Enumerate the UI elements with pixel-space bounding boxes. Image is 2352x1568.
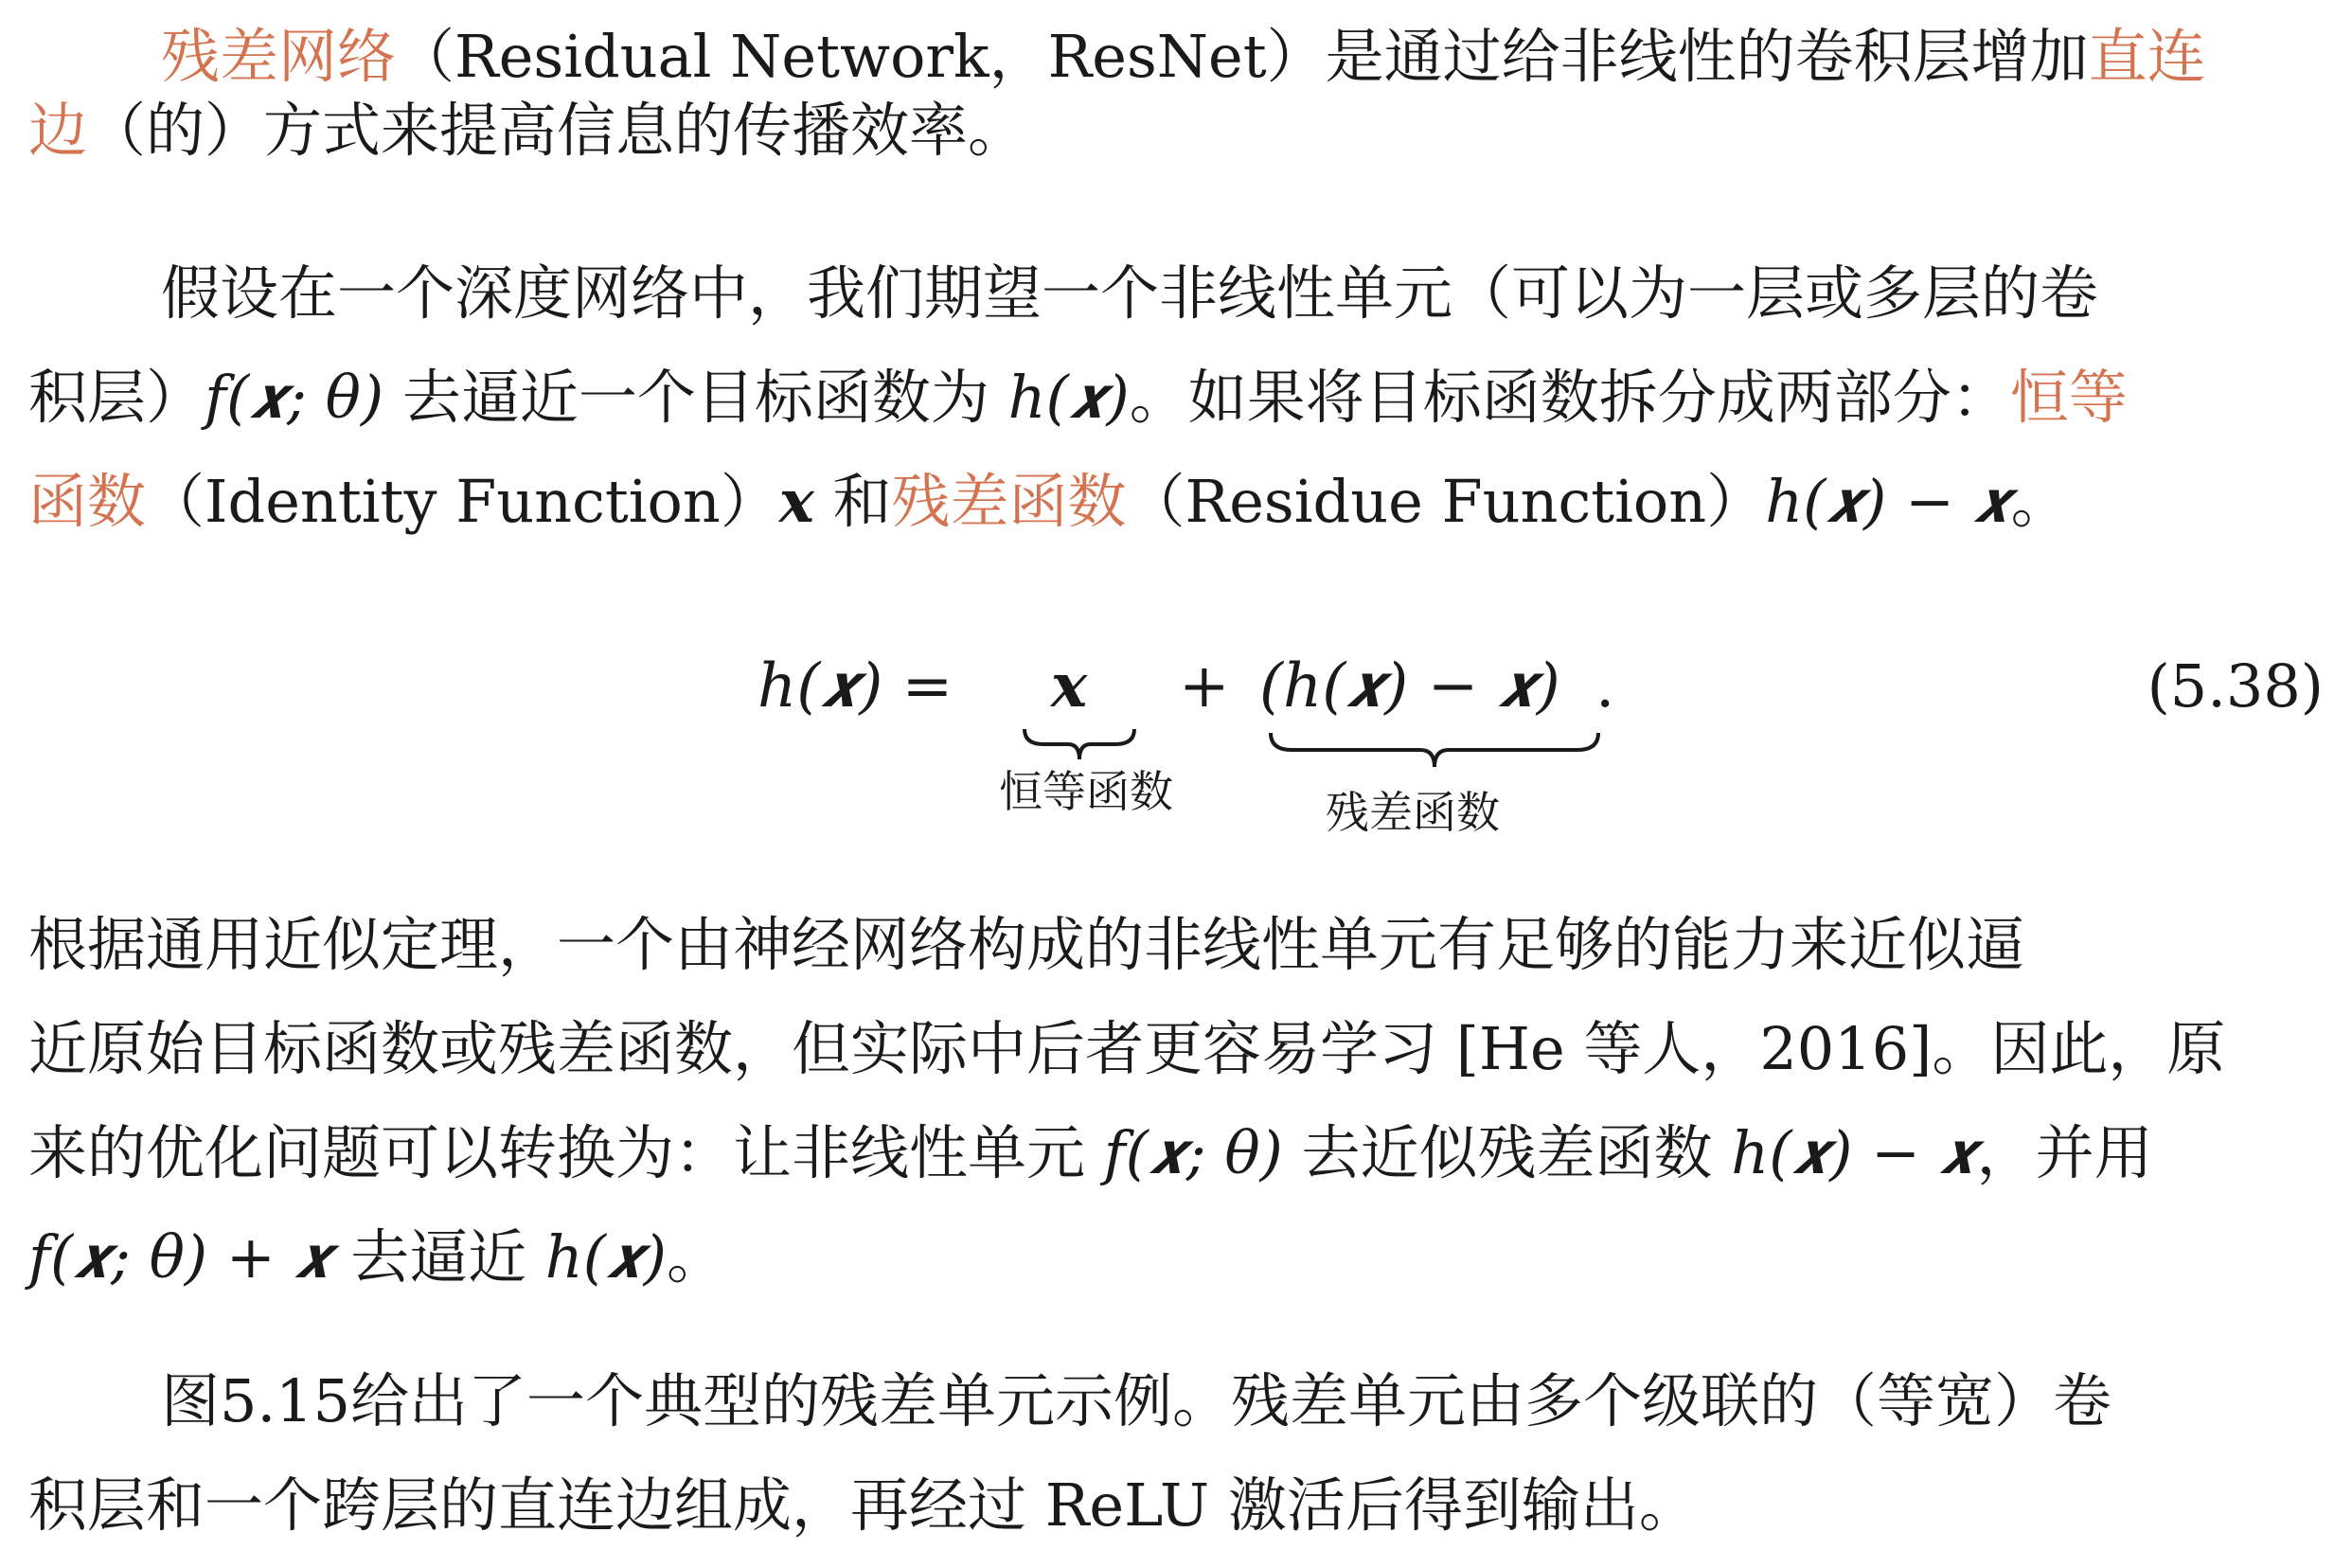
paragraph-4-line-2: 积层和一个跨层的直连边组成，再经过 ReLU 激活后得到输出。	[28, 1470, 1698, 1540]
identity-underbrace	[1023, 727, 1136, 761]
text: 去近似残差函数	[1282, 1118, 1732, 1187]
paragraph-3-line-4	[28, 1220, 2324, 1295]
text: 来的优化问题可以转换为：让非线性单元	[28, 1118, 1104, 1187]
text: 。	[666, 1222, 725, 1292]
text: ，并用	[1976, 1118, 2153, 1187]
paragraph-3-line-1: 根据通用近似定理，一个由神经网络构成的非线性单元有足够的能力来近似逼	[28, 910, 2025, 979]
paragraph-3-line-3	[28, 1115, 2324, 1191]
term-shortcut-part2: 边	[28, 96, 88, 165]
equation-number: (5.38)	[2147, 651, 2324, 721]
text: 和	[813, 467, 892, 536]
text: 去逼近一个目标函数为	[383, 363, 1008, 432]
math-f-x-theta-plus-x: f(𝒙; θ) + 𝒙	[28, 1222, 332, 1292]
text: （Identity Function）	[146, 467, 779, 536]
math-h-x-minus-x: h(𝒙) − 𝒙	[1765, 467, 2011, 536]
math-h-x-minus-x: h(𝒙) − 𝒙	[1731, 1118, 1977, 1187]
paragraph-3-line-2: 近原始目标函数或残差函数，但实际中后者更容易学习 [He 等人，2016]。因此，原	[28, 1014, 2226, 1083]
math-h-x: h(𝒙)	[544, 1222, 667, 1292]
math-f-x-theta: f(𝒙; θ)	[1103, 1118, 1283, 1187]
term-identity-part1: 恒等	[2009, 363, 2128, 432]
text: （的）方式来提高信息的传播效率。	[87, 96, 1027, 165]
text: （Residual Network，ResNet）是通过给非线性的卷积层增加	[396, 22, 2089, 91]
paragraph-1-line-2	[28, 93, 2324, 169]
term-identity-part2: 函数	[28, 467, 147, 536]
equation-5-38	[28, 644, 2324, 852]
equation-period: .	[1595, 651, 1615, 722]
paragraph-1-line-1	[28, 19, 2324, 95]
math-h-x: h(𝒙)	[1007, 363, 1130, 432]
paragraph-2-line-2	[28, 360, 2324, 436]
paragraph-4-line-1: 图5.15给出了一个典型的残差单元示例。残差单元由多个级联的（等宽）卷	[161, 1366, 2112, 1435]
paragraph-2-line-1: 假设在一个深度网络中，我们期望一个非线性单元（可以为一层或多层的卷	[161, 258, 2099, 328]
equation-plus: +	[1179, 651, 1230, 722]
term-residual-function: 残差函数	[891, 467, 1127, 536]
math-x: 𝒙	[778, 467, 814, 536]
term-shortcut-part1: 直连	[2088, 22, 2206, 91]
term-residual-network: 残差网络	[161, 22, 397, 91]
residual-underbrace	[1269, 731, 1600, 769]
equation-lhs: h(𝒙) =	[757, 651, 953, 722]
text: 。如果将目标函数拆分成两部分：	[1129, 363, 2010, 432]
residual-function-label: 残差函数	[1326, 787, 1500, 838]
text: 积层）	[28, 363, 205, 432]
equation-residual-term: (h(𝒙) − 𝒙)	[1259, 651, 1560, 722]
math-f-x-theta: f(𝒙; θ)	[205, 363, 384, 432]
identity-function-label: 恒等函数	[999, 766, 1173, 817]
equation-identity-term: 𝒙	[1051, 650, 1088, 722]
text: 。	[2010, 467, 2070, 536]
text: （Residue Function）	[1126, 467, 1766, 536]
paragraph-2-line-3	[28, 464, 2324, 540]
text: 去逼近	[331, 1222, 545, 1292]
